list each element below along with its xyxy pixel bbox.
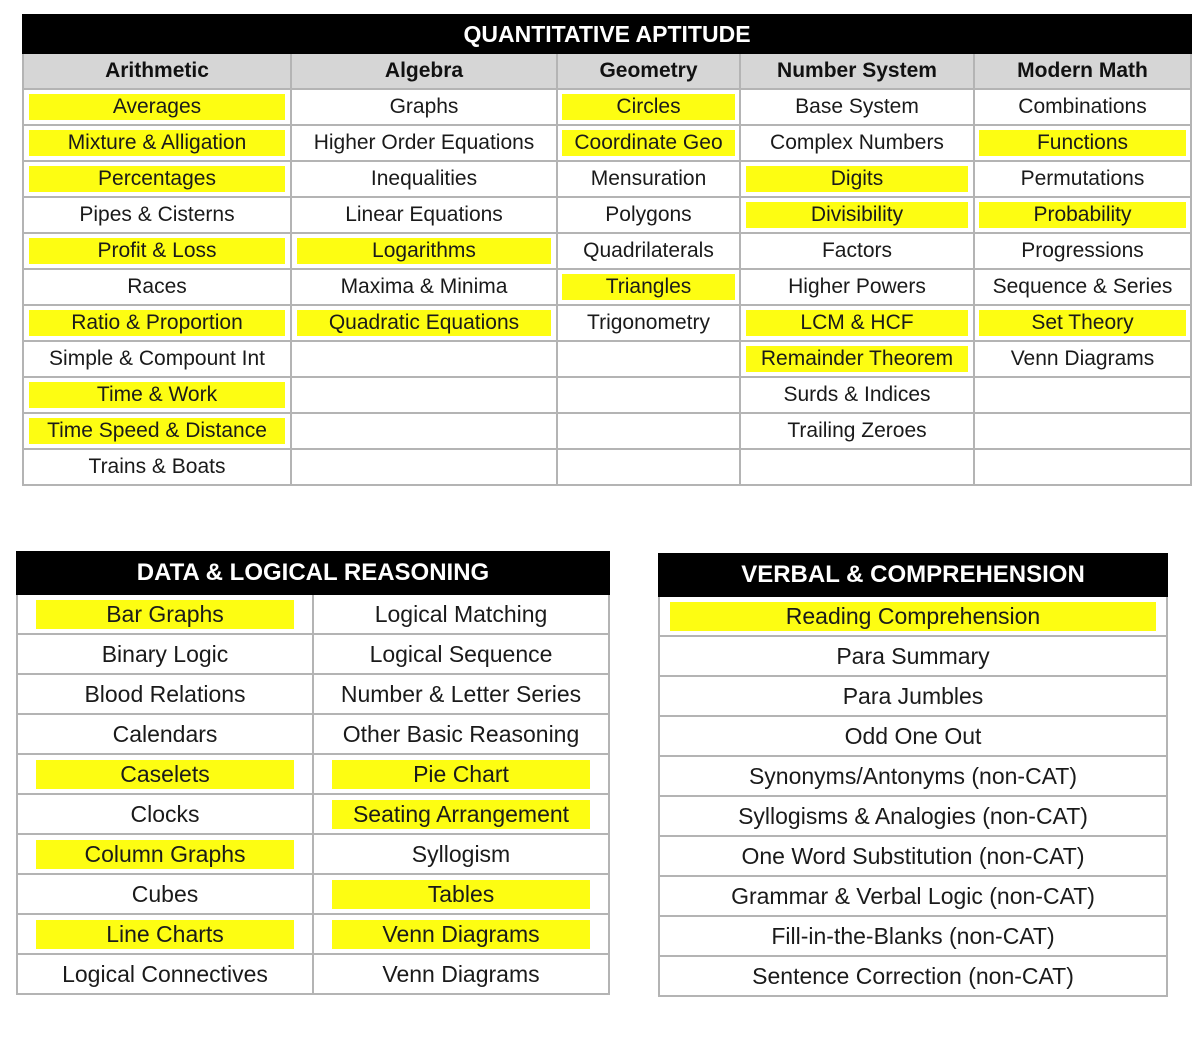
- topic-cell: [23, 341, 291, 377]
- table-row: [659, 956, 1167, 996]
- highlighted-topic: Ratio & Proportion: [29, 310, 284, 336]
- topic-cell: [17, 794, 313, 834]
- topic-cell: [313, 594, 609, 634]
- topic-cell: [740, 161, 974, 197]
- topic-label: Calendars: [112, 720, 218, 747]
- empty-cell: [974, 449, 1191, 485]
- empty-cell: [557, 449, 740, 485]
- table-row: [23, 269, 1191, 305]
- table-row: [17, 634, 609, 674]
- column-header: Geometry: [557, 53, 740, 89]
- table-row: [659, 636, 1167, 676]
- topic-cell: [17, 914, 313, 954]
- topic-label: Odd One Out: [844, 722, 982, 749]
- topic-label: Fill-in-the-Blanks (non-CAT): [771, 922, 1055, 949]
- topic-cell: [291, 161, 557, 197]
- qa-header-row: [23, 53, 1191, 89]
- topic-cell: [557, 197, 740, 233]
- vc-body: [659, 596, 1167, 996]
- topic-label: Quadrilaterals: [583, 239, 714, 262]
- topic-cell: [557, 269, 740, 305]
- table-row: [659, 756, 1167, 796]
- highlighted-topic: LCM & HCF: [746, 310, 969, 336]
- topic-cell: [659, 596, 1167, 636]
- highlighted-topic: Remainder Theorem: [746, 346, 969, 372]
- highlighted-topic: Line Charts: [36, 920, 295, 949]
- topic-cell: [313, 834, 609, 874]
- empty-cell: [291, 341, 557, 377]
- column-header: Number System: [740, 53, 974, 89]
- highlighted-topic: Mixture & Alligation: [29, 130, 284, 156]
- topic-cell: [23, 125, 291, 161]
- verbal-comprehension-table: [658, 553, 1168, 997]
- empty-cell: [291, 377, 557, 413]
- topic-label: Mensuration: [590, 167, 707, 190]
- highlighted-topic: Profit & Loss: [29, 238, 284, 264]
- table-row: [17, 674, 609, 714]
- table-row: [23, 305, 1191, 341]
- highlighted-topic: Caselets: [36, 760, 295, 789]
- topic-cell: [740, 413, 974, 449]
- topic-cell: [23, 233, 291, 269]
- table-row: [23, 233, 1191, 269]
- topic-cell: [313, 714, 609, 754]
- table-row: [659, 676, 1167, 716]
- topic-cell: [659, 836, 1167, 876]
- topic-label: Other Basic Reasoning: [342, 720, 580, 747]
- highlighted-topic: Tables: [332, 880, 591, 909]
- topic-label: Polygons: [605, 203, 692, 226]
- highlighted-topic: Averages: [29, 94, 284, 120]
- topic-cell: [974, 125, 1191, 161]
- topic-label: Binary Logic: [101, 640, 229, 667]
- topic-cell: [740, 197, 974, 233]
- topic-label: Complex Numbers: [770, 131, 944, 154]
- highlighted-topic: Pie Chart: [332, 760, 591, 789]
- topic-label: Factors: [821, 239, 892, 262]
- highlighted-topic: Coordinate Geo: [562, 130, 736, 156]
- topic-cell: [659, 796, 1167, 836]
- topic-cell: [23, 89, 291, 125]
- table-row: [23, 89, 1191, 125]
- topic-cell: [740, 269, 974, 305]
- topic-label: Syllogism: [411, 840, 511, 867]
- empty-cell: [291, 449, 557, 485]
- topic-cell: [974, 305, 1191, 341]
- highlighted-topic: Triangles: [562, 274, 736, 300]
- topic-cell: [23, 413, 291, 449]
- topic-cell: [313, 914, 609, 954]
- highlighted-topic: Venn Diagrams: [332, 920, 591, 949]
- highlighted-topic: Reading Comprehension: [670, 602, 1156, 631]
- highlighted-topic: Divisibility: [746, 202, 969, 228]
- topic-cell: [291, 233, 557, 269]
- topic-cell: [557, 89, 740, 125]
- topic-cell: [17, 674, 313, 714]
- topic-cell: [659, 716, 1167, 756]
- topic-cell: [23, 305, 291, 341]
- highlighted-topic: Logarithms: [297, 238, 550, 264]
- table-row: [17, 794, 609, 834]
- topic-cell: [659, 636, 1167, 676]
- column-header: Arithmetic: [23, 53, 291, 89]
- topic-label: Grammar & Verbal Logic (non-CAT): [731, 882, 1095, 909]
- topic-cell: [23, 161, 291, 197]
- topic-label: Races: [127, 275, 187, 298]
- topic-label: Combinations: [1018, 95, 1147, 118]
- topic-label: Progressions: [1021, 239, 1144, 262]
- topic-label: Higher Order Equations: [313, 131, 535, 154]
- topic-cell: [974, 269, 1191, 305]
- topic-label: Venn Diagrams: [1010, 347, 1155, 370]
- topic-label: Inequalities: [370, 167, 478, 190]
- topic-cell: [23, 377, 291, 413]
- table-row: [17, 594, 609, 634]
- highlighted-topic: Bar Graphs: [36, 600, 295, 629]
- highlighted-topic: Column Graphs: [36, 840, 295, 869]
- topic-cell: [659, 676, 1167, 716]
- topic-cell: [974, 197, 1191, 233]
- topic-label: Para Jumbles: [842, 682, 984, 709]
- topic-cell: [313, 954, 609, 994]
- topic-cell: [740, 233, 974, 269]
- topic-label: Trailing Zeroes: [787, 419, 927, 442]
- topic-cell: [17, 594, 313, 634]
- table-row: [23, 377, 1191, 413]
- topic-cell: [740, 341, 974, 377]
- topic-cell: [740, 305, 974, 341]
- table-row: [659, 716, 1167, 756]
- data-logical-reasoning-table: [16, 551, 610, 995]
- topic-label: Logical Sequence: [369, 640, 553, 667]
- empty-cell: [557, 413, 740, 449]
- table-row: [23, 197, 1191, 233]
- topic-cell: [313, 674, 609, 714]
- empty-cell: [291, 413, 557, 449]
- topic-label: Simple & Compount Int: [49, 347, 265, 370]
- table-row: [17, 714, 609, 754]
- topic-cell: [17, 874, 313, 914]
- highlighted-topic: Set Theory: [979, 310, 1185, 336]
- topic-cell: [974, 161, 1191, 197]
- empty-cell: [974, 377, 1191, 413]
- topic-cell: [659, 916, 1167, 956]
- topic-label: Synonyms/Antonyms (non-CAT): [748, 762, 1078, 789]
- highlighted-topic: Functions: [979, 130, 1185, 156]
- topic-label: Higher Powers: [788, 275, 926, 298]
- topic-label: Linear Equations: [345, 203, 503, 226]
- dlr-body: [17, 594, 609, 994]
- topic-cell: [17, 834, 313, 874]
- highlighted-topic: Quadratic Equations: [297, 310, 550, 336]
- topic-label: Clocks: [130, 800, 200, 827]
- table-row: [17, 834, 609, 874]
- table-row: [23, 125, 1191, 161]
- topic-cell: [974, 341, 1191, 377]
- topic-label: Venn Diagrams: [382, 960, 540, 987]
- table-row: [659, 836, 1167, 876]
- topic-cell: [557, 305, 740, 341]
- table-row: [17, 874, 609, 914]
- topic-label: Surds & Indices: [783, 383, 931, 406]
- table-row: [659, 916, 1167, 956]
- topic-label: Syllogisms & Analogies (non-CAT): [738, 802, 1088, 829]
- topic-cell: [23, 269, 291, 305]
- topic-cell: [659, 956, 1167, 996]
- topic-cell: [291, 305, 557, 341]
- topic-label: One Word Substitution (non-CAT): [741, 842, 1085, 869]
- topic-label: Logical Connectives: [62, 960, 268, 987]
- table-row: [23, 413, 1191, 449]
- topic-cell: [17, 714, 313, 754]
- quantitative-aptitude-table: [22, 14, 1192, 486]
- table-row: [17, 954, 609, 994]
- table-row: [659, 796, 1167, 836]
- topic-cell: [291, 89, 557, 125]
- topic-cell: [974, 233, 1191, 269]
- topic-cell: [740, 125, 974, 161]
- qa-body: [23, 89, 1191, 485]
- empty-cell: [974, 413, 1191, 449]
- topic-cell: [313, 794, 609, 834]
- topic-cell: [313, 754, 609, 794]
- topic-label: Base System: [795, 95, 919, 118]
- highlighted-topic: Time & Work: [29, 382, 284, 408]
- topic-cell: [23, 449, 291, 485]
- topic-label: Graphs: [389, 95, 459, 118]
- topic-cell: [17, 634, 313, 674]
- highlighted-topic: Time Speed & Distance: [29, 418, 284, 444]
- table-row: [659, 596, 1167, 636]
- topic-cell: [974, 89, 1191, 125]
- table-row: [17, 914, 609, 954]
- topic-cell: [313, 634, 609, 674]
- highlighted-topic: Circles: [562, 94, 736, 120]
- table-row: [23, 449, 1191, 485]
- topic-cell: [291, 125, 557, 161]
- vc-title: VERBAL & COMPREHENSION: [659, 554, 1167, 596]
- topic-cell: [17, 954, 313, 994]
- topic-cell: [740, 377, 974, 413]
- topic-label: Permutations: [1020, 167, 1145, 190]
- topic-label: Sentence Correction (non-CAT): [752, 962, 1074, 989]
- topic-cell: [659, 756, 1167, 796]
- empty-cell: [557, 377, 740, 413]
- topic-cell: [557, 161, 740, 197]
- highlighted-topic: Seating Arrangement: [332, 800, 591, 829]
- table-row: [23, 341, 1191, 377]
- qa-title: QUANTITATIVE APTITUDE: [23, 15, 1191, 53]
- topic-label: Blood Relations: [84, 680, 246, 707]
- topic-label: Pipes & Cisterns: [79, 203, 235, 226]
- highlighted-topic: Percentages: [29, 166, 284, 192]
- topic-cell: [291, 269, 557, 305]
- empty-cell: [557, 341, 740, 377]
- topic-cell: [740, 89, 974, 125]
- topic-cell: [17, 754, 313, 794]
- topic-cell: [557, 125, 740, 161]
- topic-label: Number & Letter Series: [340, 680, 582, 707]
- topic-label: Para Summary: [836, 642, 990, 669]
- empty-cell: [740, 449, 974, 485]
- topic-cell: [23, 197, 291, 233]
- table-row: [659, 876, 1167, 916]
- topic-label: Trains & Boats: [88, 455, 226, 478]
- highlighted-topic: Probability: [979, 202, 1185, 228]
- column-header: Algebra: [291, 53, 557, 89]
- topic-cell: [659, 876, 1167, 916]
- table-row: [23, 161, 1191, 197]
- topic-label: Sequence & Series: [992, 275, 1173, 298]
- highlighted-topic: Digits: [746, 166, 969, 192]
- topic-label: Trigonometry: [587, 311, 710, 334]
- topic-label: Logical Matching: [374, 600, 548, 627]
- topic-label: Maxima & Minima: [340, 275, 508, 298]
- topic-cell: [291, 197, 557, 233]
- topic-label: Cubes: [131, 880, 199, 907]
- table-row: [17, 754, 609, 794]
- dlr-title: DATA & LOGICAL REASONING: [17, 552, 609, 594]
- topic-cell: [557, 233, 740, 269]
- topic-cell: [313, 874, 609, 914]
- column-header: Modern Math: [974, 53, 1191, 89]
